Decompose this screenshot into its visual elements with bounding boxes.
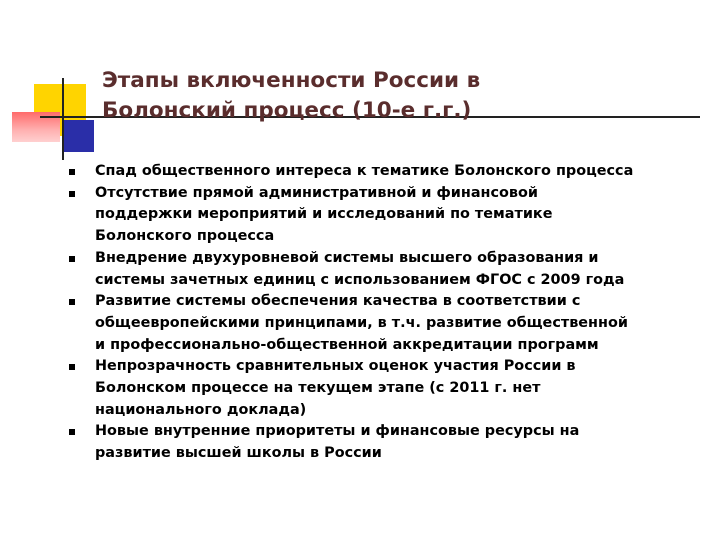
bullet-item: [60, 248, 710, 291]
bullet-text-line: Непрозрачность сравнительных оценок участия России в: [95, 358, 576, 375]
bullet-text-line: развитие высшей школы в России: [95, 445, 382, 462]
square-bullet-icon: [69, 256, 75, 262]
bullet-text-line: общеевропейскими принципами, в т.ч. развитие общественной: [95, 314, 628, 331]
bullet-item: [60, 183, 710, 248]
bullet-text-line: Развитие системы обеспечения качества в соответствии с: [95, 293, 581, 310]
square-bullet-icon: [69, 299, 75, 305]
decor-blue-square: [64, 120, 94, 152]
bullet-text-line: Отсутствие прямой административной и финансовой: [95, 184, 538, 201]
slide-title: [102, 66, 662, 126]
bullet-item: [60, 356, 710, 421]
bullet-text-line: поддержки мероприятий и исследований по тематике: [95, 206, 553, 223]
bullet-text-line: Болонского процесса: [95, 228, 275, 245]
bullet-text-line: национального доклада): [95, 401, 307, 418]
square-bullet-icon: [69, 169, 75, 175]
square-bullet-icon: [69, 429, 75, 435]
bullet-item: [60, 421, 710, 464]
bullet-item: [60, 161, 710, 183]
bullet-item: [60, 291, 710, 356]
bullet-list: [60, 161, 710, 465]
square-bullet-icon: [69, 364, 75, 370]
slide-title-line: Болонский процесс (10-е г.г.): [102, 98, 472, 123]
bullet-text-line: системы зачетных единиц с использованием ФГОС с 2009 года: [95, 271, 625, 288]
square-bullet-icon: [69, 191, 75, 197]
bullet-text-line: Болонском процессе на текущем этапе (с 2011 г. нет: [95, 380, 541, 397]
slide-title-line: Этапы включенности России в: [102, 68, 481, 93]
bullet-text-line: и профессионально-общественной аккредитации программ: [95, 336, 599, 353]
bullet-text-line: Спад общественного интереса к тематике Болонского процесса: [95, 163, 634, 179]
decor-vertical-line: [62, 78, 64, 160]
bullet-text-line: Новые внутренние приоритеты и финансовые ресурсы на: [95, 423, 580, 440]
bullet-text-line: Внедрение двухуровневой системы высшего образования и: [95, 249, 599, 266]
